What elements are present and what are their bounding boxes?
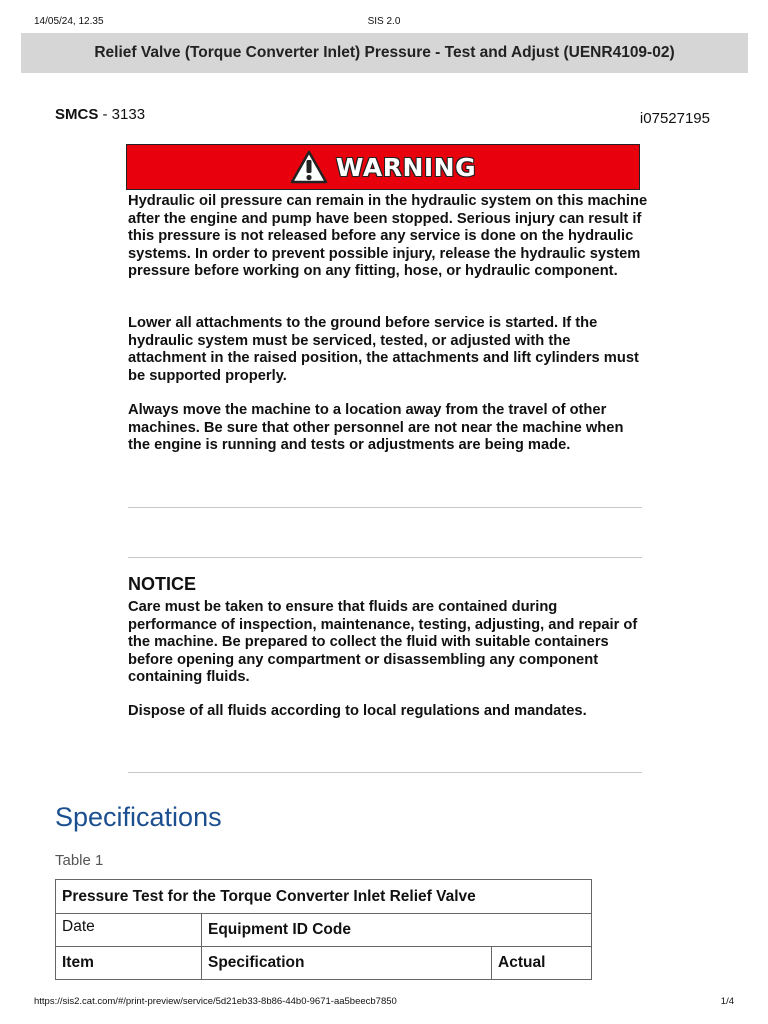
document-title-bar (21, 33, 748, 73)
notice-paragraph-2: Dispose of all fluids according to local regulations and mandates. (128, 703, 587, 719)
table-label: Table 1 (55, 852, 104, 869)
date-cell: Date (56, 914, 202, 947)
print-date: 14/05/24, 12.35 (34, 16, 104, 27)
divider (128, 507, 642, 508)
specifications-heading: Specifications (55, 802, 222, 832)
page-number: 1/4 (720, 996, 734, 1007)
header-actual: Actual (492, 947, 592, 980)
divider (128, 557, 642, 558)
smcs-label: SMCS (55, 106, 99, 123)
equipment-id-cell: Equipment ID Code (202, 914, 592, 947)
smcs-code (55, 106, 145, 123)
table-row (56, 914, 592, 947)
header-item: Item (56, 947, 202, 980)
print-app-name: SIS 2.0 (367, 16, 401, 27)
table-row (56, 947, 592, 980)
header-specification: Specification (202, 947, 492, 980)
table-row (56, 880, 592, 914)
warning-paragraph-1: Hydraulic oil pressure can remain in the hydraulic system on this machine after the engine and pump have been stopped. Serious injury can result if this pressure is not released before any service is done on the hydraulic systems. In order to prevent possible injury, release the hydraulic system pressure before working on any fitting, hose, or hydraulic component. (128, 193, 648, 280)
smcs-value: - 3133 (98, 106, 146, 123)
table-title: Pressure Test for the Torque Converter Inlet Relief Valve (56, 880, 592, 914)
warning-label: WARNING (335, 152, 477, 182)
warning-banner (126, 144, 640, 190)
print-url: https://sis2.cat.com/#/print-preview/service/5d21eb33-8b86-44b0-9671-aa5beecb7850 (34, 996, 397, 1007)
warning-paragraph-2: Lower all attachments to the ground before service is started. If the hydraulic system must be serviced, tested, or adjusted with the attachment in the raised position, the attachments and lift cylinders must be supported properly. (128, 315, 639, 384)
notice-paragraph-1: Care must be taken to ensure that fluids are contained during performance of inspection, maintenance, testing, adjusting, and repair of the machine. Be prepared to collect the fluid with suitable containers before opening any compartment or disassembling any component containing fluids. (128, 599, 638, 686)
document-id: i07527195 (639, 110, 710, 127)
pressure-test-table (55, 879, 592, 980)
notice-title: NOTICE (128, 574, 197, 594)
document-title: Relief Valve (Torque Converter Inlet) Pressure - Test and Adjust (UENR4109-02) (94, 44, 675, 61)
warning-paragraph-3: Always move the machine to a location away from the travel of other machines. Be sure that other personnel are not near the machine when the engine is running and tests or adjustments are being made. (128, 402, 624, 454)
divider (128, 772, 642, 773)
warning-triangle-icon (290, 150, 328, 184)
